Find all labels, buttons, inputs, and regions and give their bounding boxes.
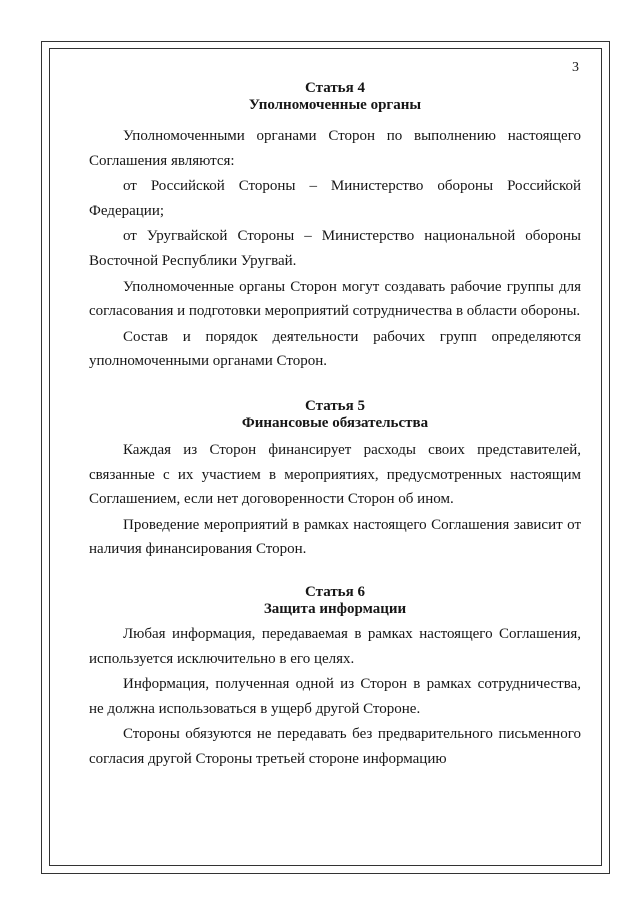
article-title: Уполномоченные органы [248,97,422,113]
paragraph: Каждая из Сторон финансирует расходы своих представителей, связанные с их участием в мероприятиях, предусмотренных настоящим Соглашением, если нет договоренности Сторон об ином. [89,441,581,508]
article-heading [89,80,581,114]
page-number: 3 [572,60,579,75]
paragraph: Состав и порядок деятельности рабочих групп определяются уполномоченными органами Сторон. [89,328,581,370]
paragraph: от Российской Стороны – Министерство обороны Российской Федерации; [89,178,581,219]
paragraph: Проведение мероприятий в рамках настоящего Соглашения зависит от наличия финансирования Сторон. [89,516,581,558]
article-title: Защита информации [263,600,407,617]
article-number: Статья 6 [305,583,365,600]
article-heading [89,398,581,432]
article-number: Статья 4 [305,80,365,96]
article-6 [89,584,581,772]
paragraph: Информация, полученная одной из Сторон в рамках сотрудничества, не должна использоваться в ущерб другой Стороне. [89,676,581,717]
paragraph: от Уругвайской Стороны – Министерство национальной обороны Восточной Республики Уругвай. [89,228,581,269]
paragraph: Любая информация, передаваемая в рамках настоящего Соглашения, используется исключительно в его целях. [89,625,581,667]
article-heading [89,584,581,618]
article-number: Статья 5 [305,397,365,414]
paragraph: Стороны обязуются не передавать без предварительного письменного согласия другой Стороны третьей стороне информацию [89,726,581,767]
document-body [89,80,581,771]
article-5 [89,398,581,562]
paragraph: Уполномоченные органы Сторон могут создавать рабочие группы для согласования и подготовки мероприятий сотрудничества в области обороны. [89,278,581,320]
paragraph: Уполномоченными органами Сторон по выполнению настоящего Соглашения являются: [89,128,581,169]
article-title: Финансовые обязательства [241,414,429,431]
article-4 [89,80,581,374]
